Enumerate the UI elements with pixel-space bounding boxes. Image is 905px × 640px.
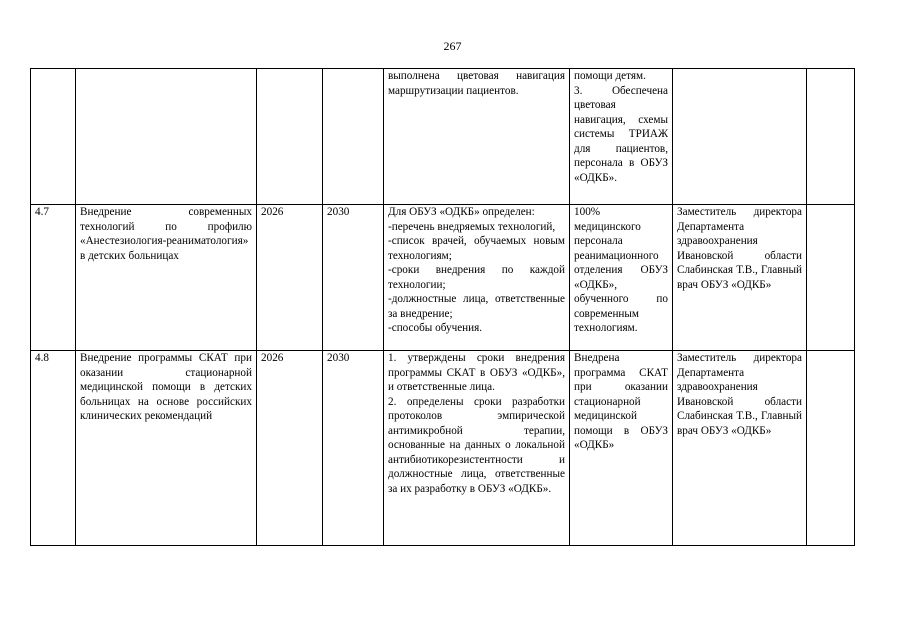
cell-number: 4.7 — [31, 205, 76, 351]
cell-start-year: 2026 — [257, 205, 323, 351]
cell-start-year — [257, 69, 323, 205]
cell-event: Внедрение современных технологий по профилю «Анестезиология-реаниматология» в детских больницах — [76, 205, 257, 351]
cell-actions: Для ОБУЗ «ОДКБ» определен: -перечень внедряемых технологий, -список врачей, обучаемых новым технологиям; -сроки внедрения по каждой технологии; -должностные лица, ответственные за внедрение; -способы обучения. — [384, 205, 570, 351]
table-row — [31, 351, 855, 546]
cell-extra — [807, 69, 855, 205]
table-row — [31, 69, 855, 205]
cell-responsible: Заместитель директора Департамента здравоохранения Ивановской области Слабинская Т.В., Главный врач ОБУЗ «ОДКБ» — [673, 205, 807, 351]
cell-start-year: 2026 — [257, 351, 323, 546]
table-row — [31, 205, 855, 351]
plan-table — [30, 68, 855, 546]
cell-event — [76, 69, 257, 205]
cell-number — [31, 69, 76, 205]
cell-extra — [807, 205, 855, 351]
cell-actions: выполнена цветовая навигация маршрутизации пациентов. — [384, 69, 570, 205]
page-number: 267 — [443, 39, 462, 53]
cell-number: 4.8 — [31, 351, 76, 546]
cell-event: Внедрение программы СКАТ при оказании стационарной медицинской помощи в детских больницах на основе российских клинических рекомендаций — [76, 351, 257, 546]
cell-result: Внедрена программа СКАТ при оказании стационарной медицинской помощи в ОБУЗ «ОДКБ» — [570, 351, 673, 546]
cell-end-year: 2030 — [323, 205, 384, 351]
cell-responsible — [673, 69, 807, 205]
cell-result: 100% медицинского персонала реанимационного отделения ОБУЗ «ОДКБ», обученного по современным технологиям. — [570, 205, 673, 351]
cell-extra — [807, 351, 855, 546]
cell-responsible: Заместитель директора Департамента здравоохранения Ивановской области Слабинская Т.В., Главный врач ОБУЗ «ОДКБ» — [673, 351, 807, 546]
cell-end-year — [323, 69, 384, 205]
cell-result: помощи детям. 3. Обеспечена цветовая навигация, схемы системы ТРИАЖ для пациентов, персонала в ОБУЗ «ОДКБ». — [570, 69, 673, 205]
cell-actions: 1. утверждены сроки внедрения программы СКАТ в ОБУЗ «ОДКБ», и ответственные лица. 2. определены сроки разработки протоколов эмпирической антимикробной терапии, основанные на данных о локальной антибиотикорезистентности и должностные лица, ответственные за их разработку в ОБУЗ «ОДКБ». — [384, 351, 570, 546]
cell-end-year: 2030 — [323, 351, 384, 546]
